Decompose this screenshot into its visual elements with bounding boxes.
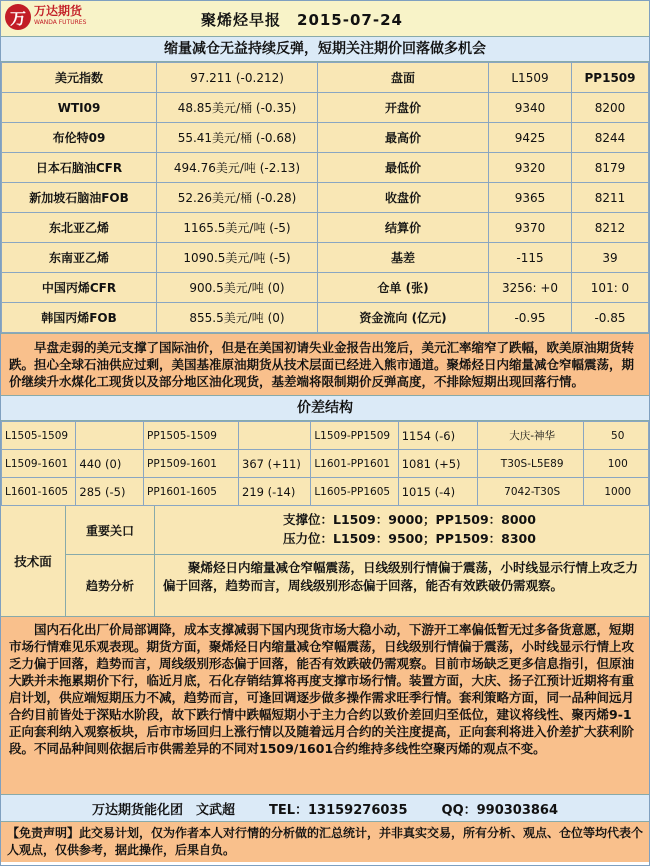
- spread-cell: 367 (+11): [239, 450, 311, 478]
- spread-cell: L1601-PP1601: [311, 450, 398, 478]
- market-cell: PP1509: [572, 63, 649, 93]
- spread-row: [2, 422, 649, 450]
- logo-cn-text: 万达期货: [34, 4, 83, 18]
- market-cell: 48.85美元/桶 (-0.35): [157, 93, 318, 123]
- market-cell: 资金流向 (亿元): [318, 303, 489, 333]
- author-footer: [1, 795, 649, 822]
- report-title: 聚烯烃早报 2015-07-24: [201, 11, 403, 29]
- spread-table: [1, 421, 649, 506]
- market-cell: 开盘价: [318, 93, 489, 123]
- spread-cell: 219 (-14): [239, 478, 311, 506]
- spread-cell: 1081 (+5): [398, 450, 477, 478]
- market-cell: 8179: [572, 153, 649, 183]
- logo-en-text: WANDA FUTURES: [34, 19, 87, 26]
- technical-section: [1, 506, 649, 617]
- market-row: [2, 63, 649, 93]
- spread-cell: PP1505-1509: [144, 422, 239, 450]
- spread-cell: 1000: [584, 478, 649, 506]
- market-cell: 1165.5美元/吨 (-5): [157, 213, 318, 243]
- market-cell: 中国丙烯CFR: [2, 273, 157, 303]
- market-cell: 韩国丙烯FOB: [2, 303, 157, 333]
- market-cell: 9425: [489, 123, 572, 153]
- market-cell: L1509: [489, 63, 572, 93]
- market-cell: 最高价: [318, 123, 489, 153]
- market-row: [2, 153, 649, 183]
- market-row: [2, 123, 649, 153]
- market-cell: 8212: [572, 213, 649, 243]
- spread-cell: 7042-T30S: [477, 478, 584, 506]
- spread-cell: [239, 422, 311, 450]
- key-level-label: 重要关口: [66, 506, 155, 554]
- resistance-level: 压力位：L1509：9500；PP1509：8300: [283, 531, 536, 546]
- author-qq: QQ：990303864: [441, 802, 559, 818]
- market-cell: -0.95: [489, 303, 572, 333]
- market-cell: 9365: [489, 183, 572, 213]
- market-cell: 39: [572, 243, 649, 273]
- spread-cell: 大庆-神华: [477, 422, 584, 450]
- market-row: [2, 93, 649, 123]
- spread-cell: PP1509-1601: [144, 450, 239, 478]
- market-row: [2, 303, 649, 333]
- trend-label: 趋势分析: [66, 555, 155, 616]
- report-subtitle: 缩量减仓无益持续反弹，短期关注期价回落做多机会: [1, 37, 649, 62]
- market-cell: 101: 0: [572, 273, 649, 303]
- market-cell: 东南亚乙烯: [2, 243, 157, 273]
- technical-label: 技术面: [1, 506, 66, 616]
- market-row: [2, 273, 649, 303]
- market-cell: 日本石脑油CFR: [2, 153, 157, 183]
- market-cell: 结算价: [318, 213, 489, 243]
- spread-cell: 50: [584, 422, 649, 450]
- company-logo: [5, 4, 86, 30]
- market-cell: 基差: [318, 243, 489, 273]
- market-cell: 855.5美元/吨 (0): [157, 303, 318, 333]
- trend-analysis: 聚烯烃日内缩量减仓窄幅震荡，日线级别行情偏于震荡，小时线显示行情上攻乏力偏于回落，趋势而言，周线级别形态偏于回落，能否有效跌破仍需观察。: [163, 560, 639, 593]
- market-cell: 8211: [572, 183, 649, 213]
- market-cell: 东北亚乙烯: [2, 213, 157, 243]
- spread-cell: L1509-1601: [2, 450, 76, 478]
- spread-cell: L1509-PP1509: [311, 422, 398, 450]
- market-cell: 新加坡石脑油FOB: [2, 183, 157, 213]
- market-cell: 8244: [572, 123, 649, 153]
- spread-cell: 1015 (-4): [398, 478, 477, 506]
- spread-cell: L1605-PP1605: [311, 478, 398, 506]
- spread-cell: T30S-L5E89: [477, 450, 584, 478]
- wanda-logo-icon: 万: [5, 4, 31, 30]
- market-cell: 美元指数: [2, 63, 157, 93]
- market-cell: 9340: [489, 93, 572, 123]
- disclaimer: 【免责声明】此交易计划，仅为作者本人对行情的分析做的汇总统计，并非真实交易，所有分析、观点、仓位等均代表个人观点，仅供参考，据此操作，后果自负。: [1, 822, 649, 862]
- market-cell: 494.76美元/吨 (-2.13): [157, 153, 318, 183]
- market-cell: 55.41美元/桶 (-0.68): [157, 123, 318, 153]
- market-cell: 1090.5美元/吨 (-5): [157, 243, 318, 273]
- market-cell: 3256: +0: [489, 273, 572, 303]
- spread-cell: L1505-1509: [2, 422, 76, 450]
- spread-cell: 440 (0): [76, 450, 144, 478]
- spread-row: [2, 478, 649, 506]
- market-row: [2, 213, 649, 243]
- market-cell: 9370: [489, 213, 572, 243]
- market-cell: 9320: [489, 153, 572, 183]
- spread-cell: [76, 422, 144, 450]
- market-summary: 早盘走弱的美元支撑了国际油价，但是在美国初请失业金报告出笼后，美元汇率缩窄了跌幅，欧美原油期货转跌。担心全球石油供应过剩，美国基准原油期货从技术层面已经进入熊市通道。聚烯烃日内缩量减仓窄幅震荡，期价继续升水煤化工现货以及部分地区油化现货，基差端将限制期价反弹高度，不排除短期出现回落行情。: [1, 333, 649, 396]
- market-cell: -0.85: [572, 303, 649, 333]
- market-cell: 盘面: [318, 63, 489, 93]
- market-cell: 97.211 (-0.212): [157, 63, 318, 93]
- market-cell: -115: [489, 243, 572, 273]
- fundamental-analysis: 国内石化出厂价局部调降，成本支撑减弱下国内现货市场大稳小动，下游开工率偏低暂无过多备货意愿，短期市场行情难见乐观表现。期货方面，聚烯烃日内缩量减仓窄幅震荡，日线级别行情偏于震荡，小时线显示行情上攻乏力偏于回落，趋势而言，周线级别形态偏于回落，能否有效跌破仍需观察。目前市场缺乏更多信息指引，但原油大跌并未拖累期价下行，临近月底，石化存销结算将再度支撑市场行情。装置方面，大庆、扬子江预计近期将有重启计划，供应端短期压力不减，趋势而言，可逢回调逐步做多操作需求旺季行情。套利策略方面，同一品种间远月合约目前皆处于深贴水阶段，故下跌行情中跌幅短期小于主力合约以致价差回归至低位，建议将线性、聚丙烯9-1正向套利纳入观察板块，后市市场回归上涨行情以及随着远月合约的关注度提高，正向套利将进入价差扩大获利阶段。不同品种间则依据后市供需差异的不同对1509/1601合约维持多线性空聚丙烯的观点不变。: [1, 617, 649, 795]
- spread-row: [2, 450, 649, 478]
- spread-title: 价差结构: [1, 396, 649, 421]
- report-header: [1, 1, 649, 37]
- market-cell: 8200: [572, 93, 649, 123]
- market-cell: 52.26美元/桶 (-0.28): [157, 183, 318, 213]
- market-cell: 布伦特09: [2, 123, 157, 153]
- market-cell: 最低价: [318, 153, 489, 183]
- author-tel: TEL：13159276035: [268, 802, 408, 818]
- market-cell: 收盘价: [318, 183, 489, 213]
- author-team: 万达期货能化团 文武超: [91, 802, 235, 818]
- spread-cell: L1601-1605: [2, 478, 76, 506]
- spread-cell: PP1601-1605: [144, 478, 239, 506]
- market-table: [1, 62, 649, 333]
- market-cell: WTI09: [2, 93, 157, 123]
- market-row: [2, 183, 649, 213]
- spread-cell: 100: [584, 450, 649, 478]
- market-cell: 仓单 (张): [318, 273, 489, 303]
- market-cell: 900.5美元/吨 (0): [157, 273, 318, 303]
- support-level: 支撑位：L1509：9000；PP1509：8000: [283, 512, 536, 527]
- spread-cell: 285 (-5): [76, 478, 144, 506]
- market-row: [2, 243, 649, 273]
- spread-cell: 1154 (-6): [398, 422, 477, 450]
